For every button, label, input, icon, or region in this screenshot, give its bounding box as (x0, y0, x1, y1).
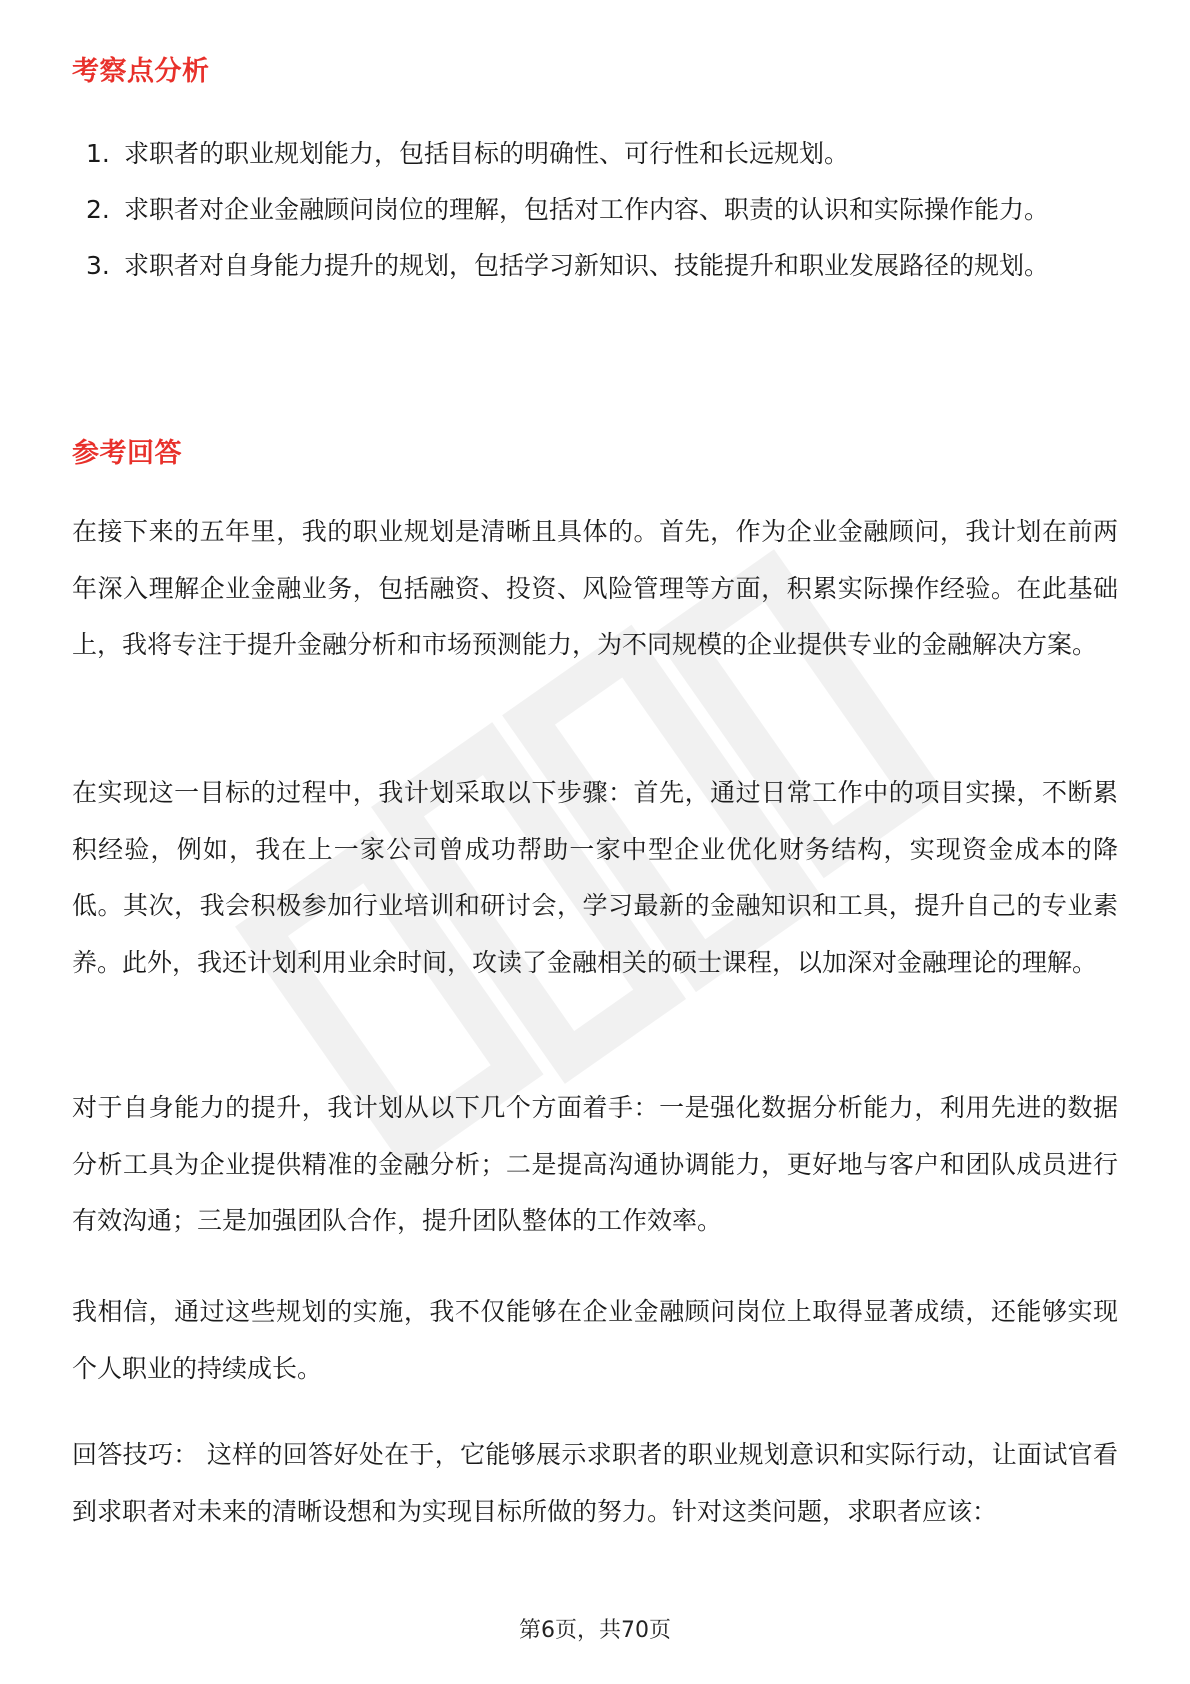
list-item (86, 182, 1126, 238)
list-item-text: 求职者对自身能力提升的规划，包括学习新知识、技能提升和职业发展路径的规划。 (124, 251, 1050, 280)
list-item-text: 求职者的职业规划能力，包括目标的明确性、可行性和长远规划。 (124, 139, 850, 168)
answer-paragraph: 对于自身能力的提升，我计划从以下几个方面着手：一是强化数据分析能力，利用先进的数据分析工具为企业提供精准的金融分析；二是提高沟通协调能力，更好地与客户和团队成员进行有效沟通；三是加强团队合作，提升团队整体的工作效率。 (72, 1093, 1118, 1235)
list-item (86, 238, 1126, 294)
answer-paragraph: 在实现这一目标的过程中，我计划采取以下步骤：首先，通过日常工作中的项目实操，不断累积经验，例如，我在上一家公司曾成功帮助一家中型企业优化财务结构，实现资金成本的降低。其次，我会积极参加行业培训和研讨会，学习最新的金融知识和工具，提升自己的专业素养。此外，我还计划利用业余时间，攻读了金融相关的硕士课程，以加深对金融理论的理解。 (72, 778, 1118, 977)
list-item (86, 126, 1126, 182)
answer-paragraph: 在接下来的五年里，我的职业规划是清晰且具体的。首先，作为企业金融顾问，我计划在前两年深入理解企业金融业务，包括融资、投资、风险管理等方面，积累实际操作经验。在此基础上，我将专注于提升金融分析和市场预测能力，为不同规模的企业提供专业的金融解决方案。 (72, 517, 1118, 659)
list-item-number: 2. (86, 195, 110, 224)
list-item-number: 3. (86, 251, 110, 280)
page-number-footer: 第6页，共70页 (519, 1618, 671, 1643)
answer-paragraph: 我相信，通过这些规划的实施，我不仅能够在企业金融顾问岗位上取得显著成绩，还能够实现个人职业的持续成长。 (72, 1297, 1118, 1383)
section-heading-answer: 参考回答 (72, 438, 182, 469)
section-heading-analysis: 考察点分析 (72, 56, 210, 87)
list-item-text: 求职者对企业金融顾问岗位的理解，包括对工作内容、职责的认识和实际操作能力。 (124, 195, 1050, 224)
answer-tips-paragraph: 回答技巧： 这样的回答好处在于，它能够展示求职者的职业规划意识和实际行动，让面试官看到求职者对未来的清晰设想和为实现目标所做的努力。针对这类问题，求职者应该： (72, 1440, 1118, 1526)
analysis-point-list (86, 126, 1126, 294)
list-item-number: 1. (86, 139, 110, 168)
